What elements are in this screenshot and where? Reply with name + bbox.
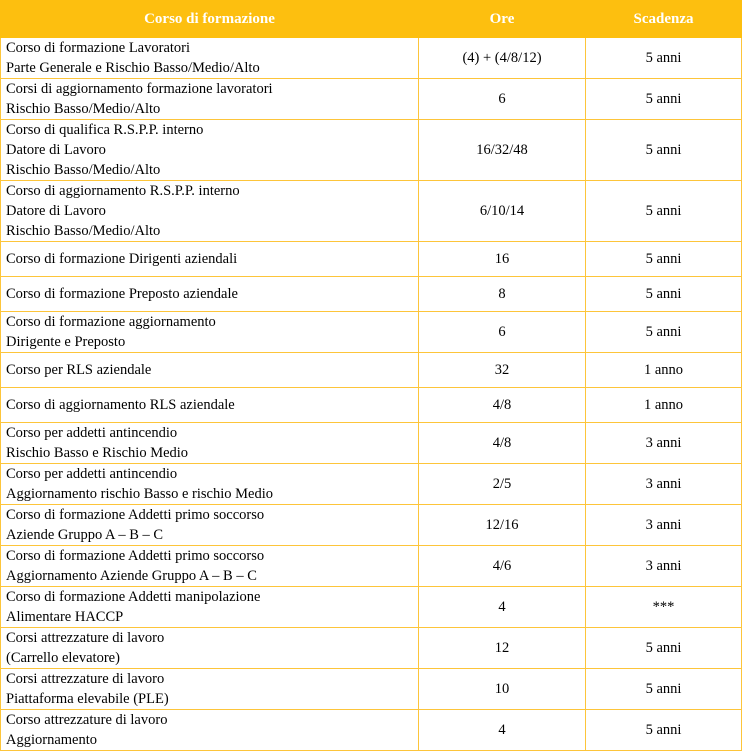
course-name-line: Piattaforma elevabile (PLE) — [6, 691, 169, 707]
hours-cell: 4 — [419, 710, 586, 751]
course-name-cell — [1, 181, 419, 242]
table-row — [1, 423, 742, 464]
expiry-cell: *** — [586, 587, 742, 628]
hours-cell: 16 — [419, 242, 586, 277]
table-row — [1, 277, 742, 312]
header-course: Corso di formazione — [1, 1, 419, 38]
hours-cell: 6/10/14 — [419, 181, 586, 242]
course-name-line: Corso di formazione Addetti primo soccorso — [6, 507, 265, 523]
course-name-cell — [1, 628, 419, 669]
course-name-cell — [1, 242, 419, 277]
table-row — [1, 312, 742, 353]
expiry-cell: 5 anni — [586, 242, 742, 277]
hours-cell: 4/8 — [419, 388, 586, 423]
course-name-cell — [1, 669, 419, 710]
course-name-cell — [1, 464, 419, 505]
hours-cell: 6 — [419, 79, 586, 120]
course-name-line: Aggiornamento — [6, 732, 98, 748]
hours-cell: 4/6 — [419, 546, 586, 587]
course-name-cell — [1, 546, 419, 587]
course-name-cell — [1, 38, 419, 79]
header-hours: Ore — [419, 1, 586, 38]
table-row — [1, 79, 742, 120]
course-name-cell — [1, 505, 419, 546]
table-row — [1, 464, 742, 505]
table-row — [1, 669, 742, 710]
hours-cell: 32 — [419, 353, 586, 388]
expiry-cell: 3 anni — [586, 423, 742, 464]
course-name-line: Corso di formazione Addetti primo soccorso — [6, 548, 265, 564]
course-name-line: Rischio Basso e Rischio Medio — [6, 445, 189, 461]
course-name-line: Aziende Gruppo A – B – C — [6, 527, 164, 543]
expiry-cell: 5 anni — [586, 181, 742, 242]
course-name-line: Corso di formazione Dirigenti aziendali — [6, 251, 238, 267]
course-name-line: Corso di aggiornamento R.S.P.P. interno — [6, 183, 240, 199]
course-name-cell — [1, 710, 419, 751]
header-row — [1, 1, 742, 38]
expiry-cell: 3 anni — [586, 546, 742, 587]
course-name-line: Rischio Basso/Medio/Alto — [6, 101, 161, 117]
course-name-line: Corso di qualifica R.S.P.P. interno — [6, 122, 204, 138]
hours-cell: 8 — [419, 277, 586, 312]
table-row — [1, 505, 742, 546]
course-name-line: Corsi attrezzature di lavoro — [6, 671, 165, 687]
table-row — [1, 587, 742, 628]
course-name-line: Corso di formazione aggiornamento — [6, 314, 216, 330]
course-name-line: Corso di formazione Addetti manipolazione — [6, 589, 261, 605]
course-name-line: Parte Generale e Rischio Basso/Medio/Alto — [6, 60, 260, 76]
course-name-line: Datore di Lavoro — [6, 203, 106, 219]
expiry-cell: 3 anni — [586, 464, 742, 505]
expiry-cell: 5 anni — [586, 710, 742, 751]
course-name-line: (Carrello elevatore) — [6, 650, 120, 666]
expiry-cell: 5 anni — [586, 120, 742, 181]
course-name-line: Corso per RLS aziendale — [6, 362, 152, 378]
expiry-cell: 1 anno — [586, 388, 742, 423]
course-name-line: Corso di formazione Preposto aziendale — [6, 286, 238, 302]
course-name-line: Corso di formazione Lavoratori — [6, 40, 191, 56]
hours-cell: 6 — [419, 312, 586, 353]
course-name-cell — [1, 79, 419, 120]
expiry-cell: 5 anni — [586, 312, 742, 353]
hours-cell: (4) + (4/8/12) — [419, 38, 586, 79]
expiry-cell: 5 anni — [586, 38, 742, 79]
course-name-line: Corso di aggiornamento RLS aziendale — [6, 397, 235, 413]
header-expiry: Scadenza — [586, 1, 742, 38]
hours-cell: 4 — [419, 587, 586, 628]
table-row — [1, 388, 742, 423]
course-name-line: Aggiornamento Aziende Gruppo A – B – C — [6, 568, 257, 584]
table-row — [1, 546, 742, 587]
hours-cell: 16/32/48 — [419, 120, 586, 181]
table-body — [1, 38, 742, 751]
course-name-line: Corsi attrezzature di lavoro — [6, 630, 165, 646]
course-name-cell — [1, 120, 419, 181]
course-name-line: Dirigente e Preposto — [6, 334, 126, 350]
table-row — [1, 242, 742, 277]
hours-cell: 12/16 — [419, 505, 586, 546]
expiry-cell: 3 anni — [586, 505, 742, 546]
course-name-cell — [1, 587, 419, 628]
course-name-line: Datore di Lavoro — [6, 142, 106, 158]
course-name-line: Rischio Basso/Medio/Alto — [6, 223, 161, 239]
table-row — [1, 120, 742, 181]
course-name-line: Rischio Basso/Medio/Alto — [6, 162, 161, 178]
hours-cell: 4/8 — [419, 423, 586, 464]
expiry-cell: 5 anni — [586, 628, 742, 669]
course-name-cell — [1, 388, 419, 423]
course-name-line: Corso per addetti antincendio — [6, 425, 178, 441]
course-name-cell — [1, 353, 419, 388]
course-name-line: Corsi di aggiornamento formazione lavoratori — [6, 81, 273, 97]
course-name-line: Corso per addetti antincendio — [6, 466, 178, 482]
course-name-line: Alimentare HACCP — [6, 609, 124, 625]
course-name-cell — [1, 423, 419, 464]
hours-cell: 10 — [419, 669, 586, 710]
hours-cell: 12 — [419, 628, 586, 669]
course-name-line: Aggiornamento rischio Basso e rischio Medio — [6, 486, 273, 502]
table-row — [1, 628, 742, 669]
expiry-cell: 5 anni — [586, 79, 742, 120]
table-row — [1, 710, 742, 751]
table-row — [1, 181, 742, 242]
hours-cell: 2/5 — [419, 464, 586, 505]
course-name-line: Corso attrezzature di lavoro — [6, 712, 168, 728]
expiry-cell: 5 anni — [586, 277, 742, 312]
table-row — [1, 353, 742, 388]
course-name-cell — [1, 277, 419, 312]
course-name-cell — [1, 312, 419, 353]
expiry-cell: 5 anni — [586, 669, 742, 710]
table-row — [1, 38, 742, 79]
expiry-cell: 1 anno — [586, 353, 742, 388]
